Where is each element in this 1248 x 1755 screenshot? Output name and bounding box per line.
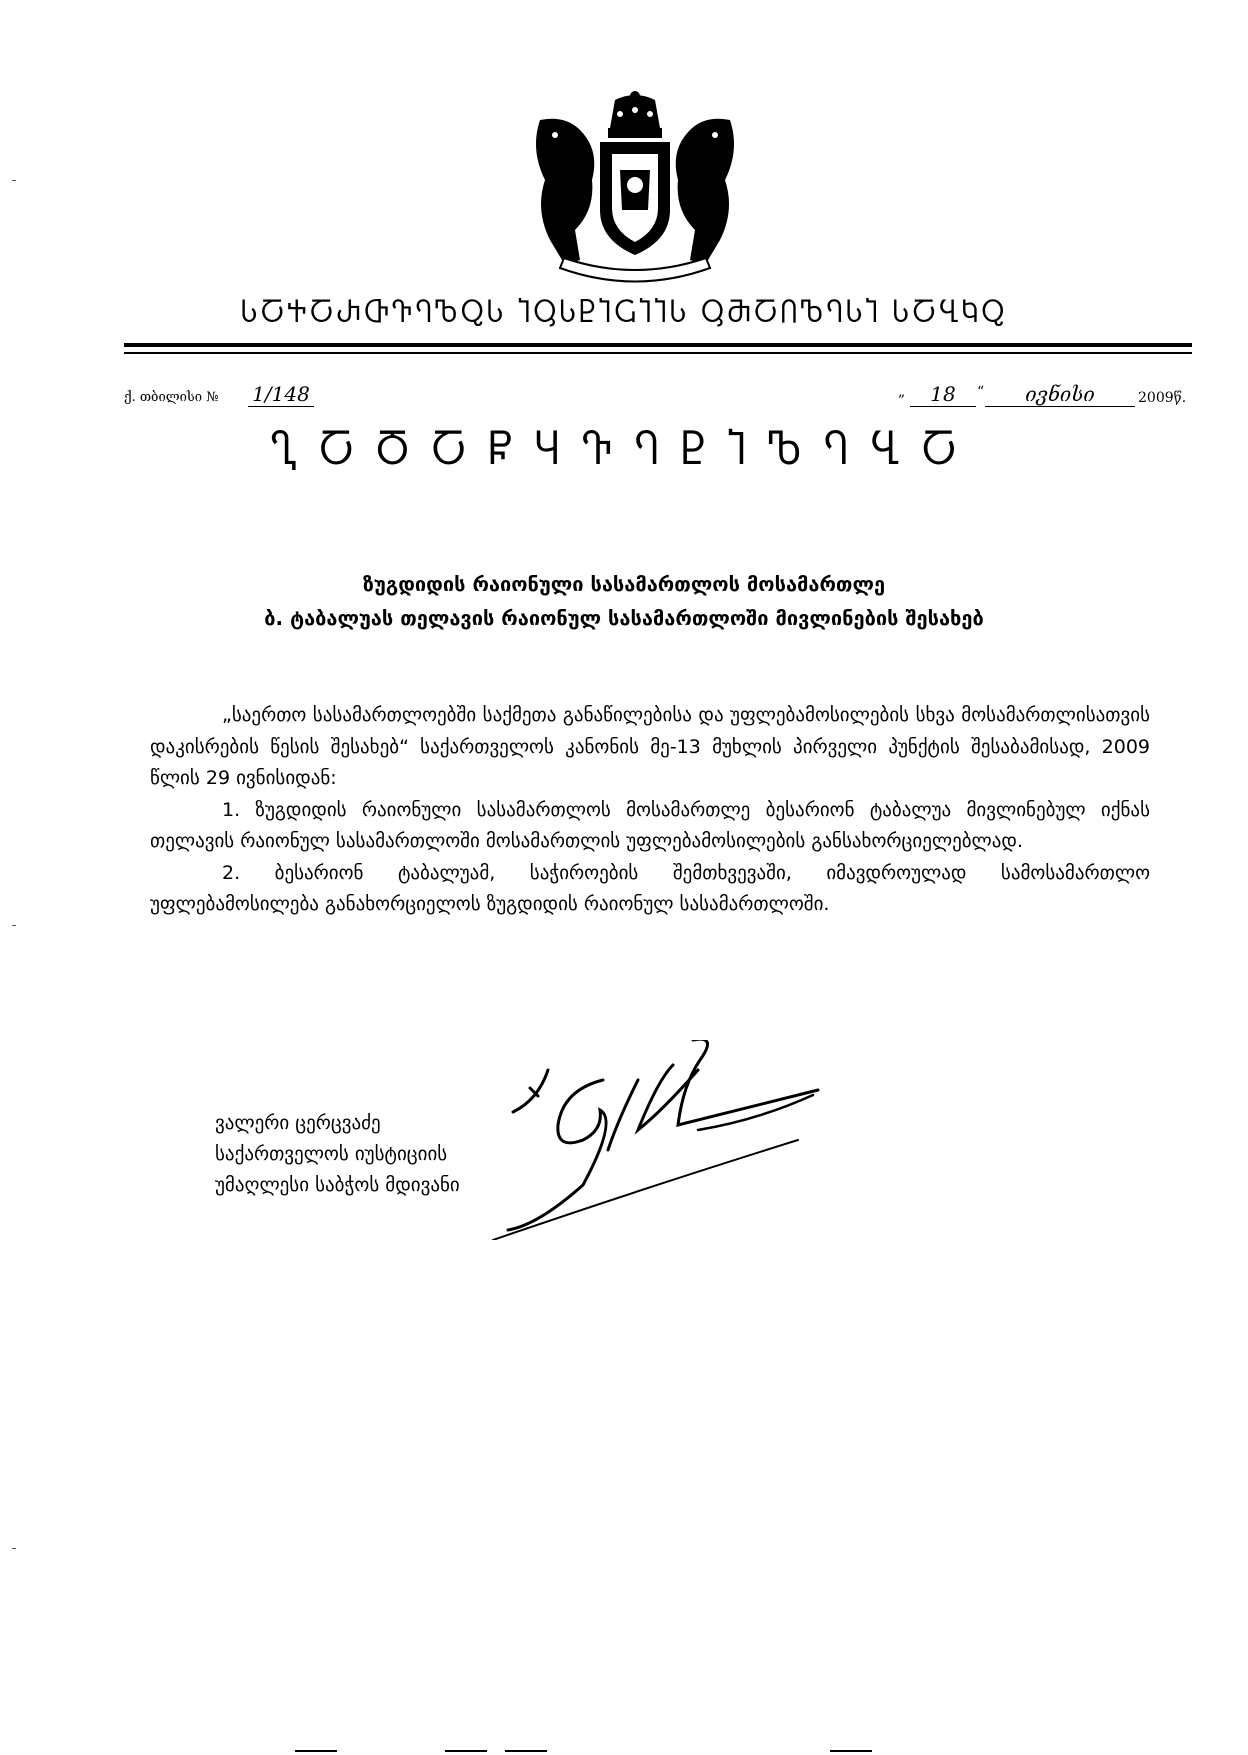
- footer-mark: [295, 1750, 337, 1752]
- header-rule-thin: [124, 352, 1192, 354]
- body-item-2: 2. ბესარიონ ტაბალუამ, საჭიროების შემთხვევაში, იმავდროულად სამოსამართლო უფლებამოსილება განახორციელოს ზუგდიდის რაიონულ სასამართლოში.: [150, 861, 1150, 915]
- left-lion-supporter-icon: [536, 119, 594, 265]
- date-day: 18: [910, 382, 976, 407]
- ribbon-icon: [560, 258, 710, 282]
- footer-mark: [505, 1750, 547, 1752]
- registration-number: 1/148: [248, 382, 314, 407]
- footer-mark: [445, 1750, 487, 1752]
- subject-line-2: ბ. ტაბალუას თელავის რაიონულ სასამართლოში მივლინების შესახებ: [264, 606, 984, 630]
- scan-artifact: [12, 1548, 16, 1549]
- council-name: ႱႠႵႠႰႧႥႤႪႭႱ ႨႳႱႲႨႺႨႨႱ ႳႫႠႶႪႤႱႨ ႱႠႡႩႭ: [240, 298, 1008, 329]
- quote-mark-open: „: [898, 384, 906, 400]
- quote-mark-close: “: [977, 384, 985, 400]
- body-text: [150, 700, 1150, 921]
- date-month: ივნისი: [985, 382, 1135, 407]
- scan-artifact: [12, 925, 16, 926]
- document-title: ႢႠႣႠႼႷႥႤႲႨႪႤႡႠ: [269, 428, 979, 474]
- date-year: 2009წ.: [1138, 390, 1187, 406]
- right-lion-supporter-icon: [676, 119, 734, 265]
- scan-artifact: [12, 180, 16, 181]
- coat-of-arms-emblem: [520, 90, 750, 290]
- subject-line-1: ზუგდიდის რაიონული სასამართლოს მოსამართლე: [362, 572, 886, 596]
- signatory-name: ვალერი ცერცვაძე: [215, 1112, 381, 1134]
- signatory-position-1: საქართველოს იუსტიციის: [215, 1143, 448, 1165]
- signatory-block: [215, 1108, 460, 1201]
- registration-label: ქ. თბილისი №: [124, 390, 219, 405]
- signatory-position-2: უმაღლესი საბჭოს მდივანი: [215, 1174, 460, 1196]
- handwritten-signature: [488, 1040, 938, 1240]
- header-rule-thick: [124, 343, 1192, 347]
- footer-mark: [830, 1750, 872, 1752]
- crown-icon: [608, 91, 662, 138]
- shield-icon: [600, 142, 670, 255]
- body-item-1: 1. ზუგდიდის რაიონული სასამართლოს მოსამართლე ბესარიონ ტაბალუა მივლინებულ იქნას თელავის რაიონულ სასამართლოში მოსამართლის უფლებამოსილების განსახორციელებლად.: [150, 798, 1150, 852]
- body-preamble: „საერთო სასამართლოებში საქმეთა განაწილებისა და უფლებამოსილების სხვა მოსამართლისათვის დაკისრების წესის შესახებ“ საქართველოს კანონის მე-13 მუხლის პირველი პუნქტის შესაბამისად, 2009 წლის 29 ივნისიდან:: [150, 704, 1150, 789]
